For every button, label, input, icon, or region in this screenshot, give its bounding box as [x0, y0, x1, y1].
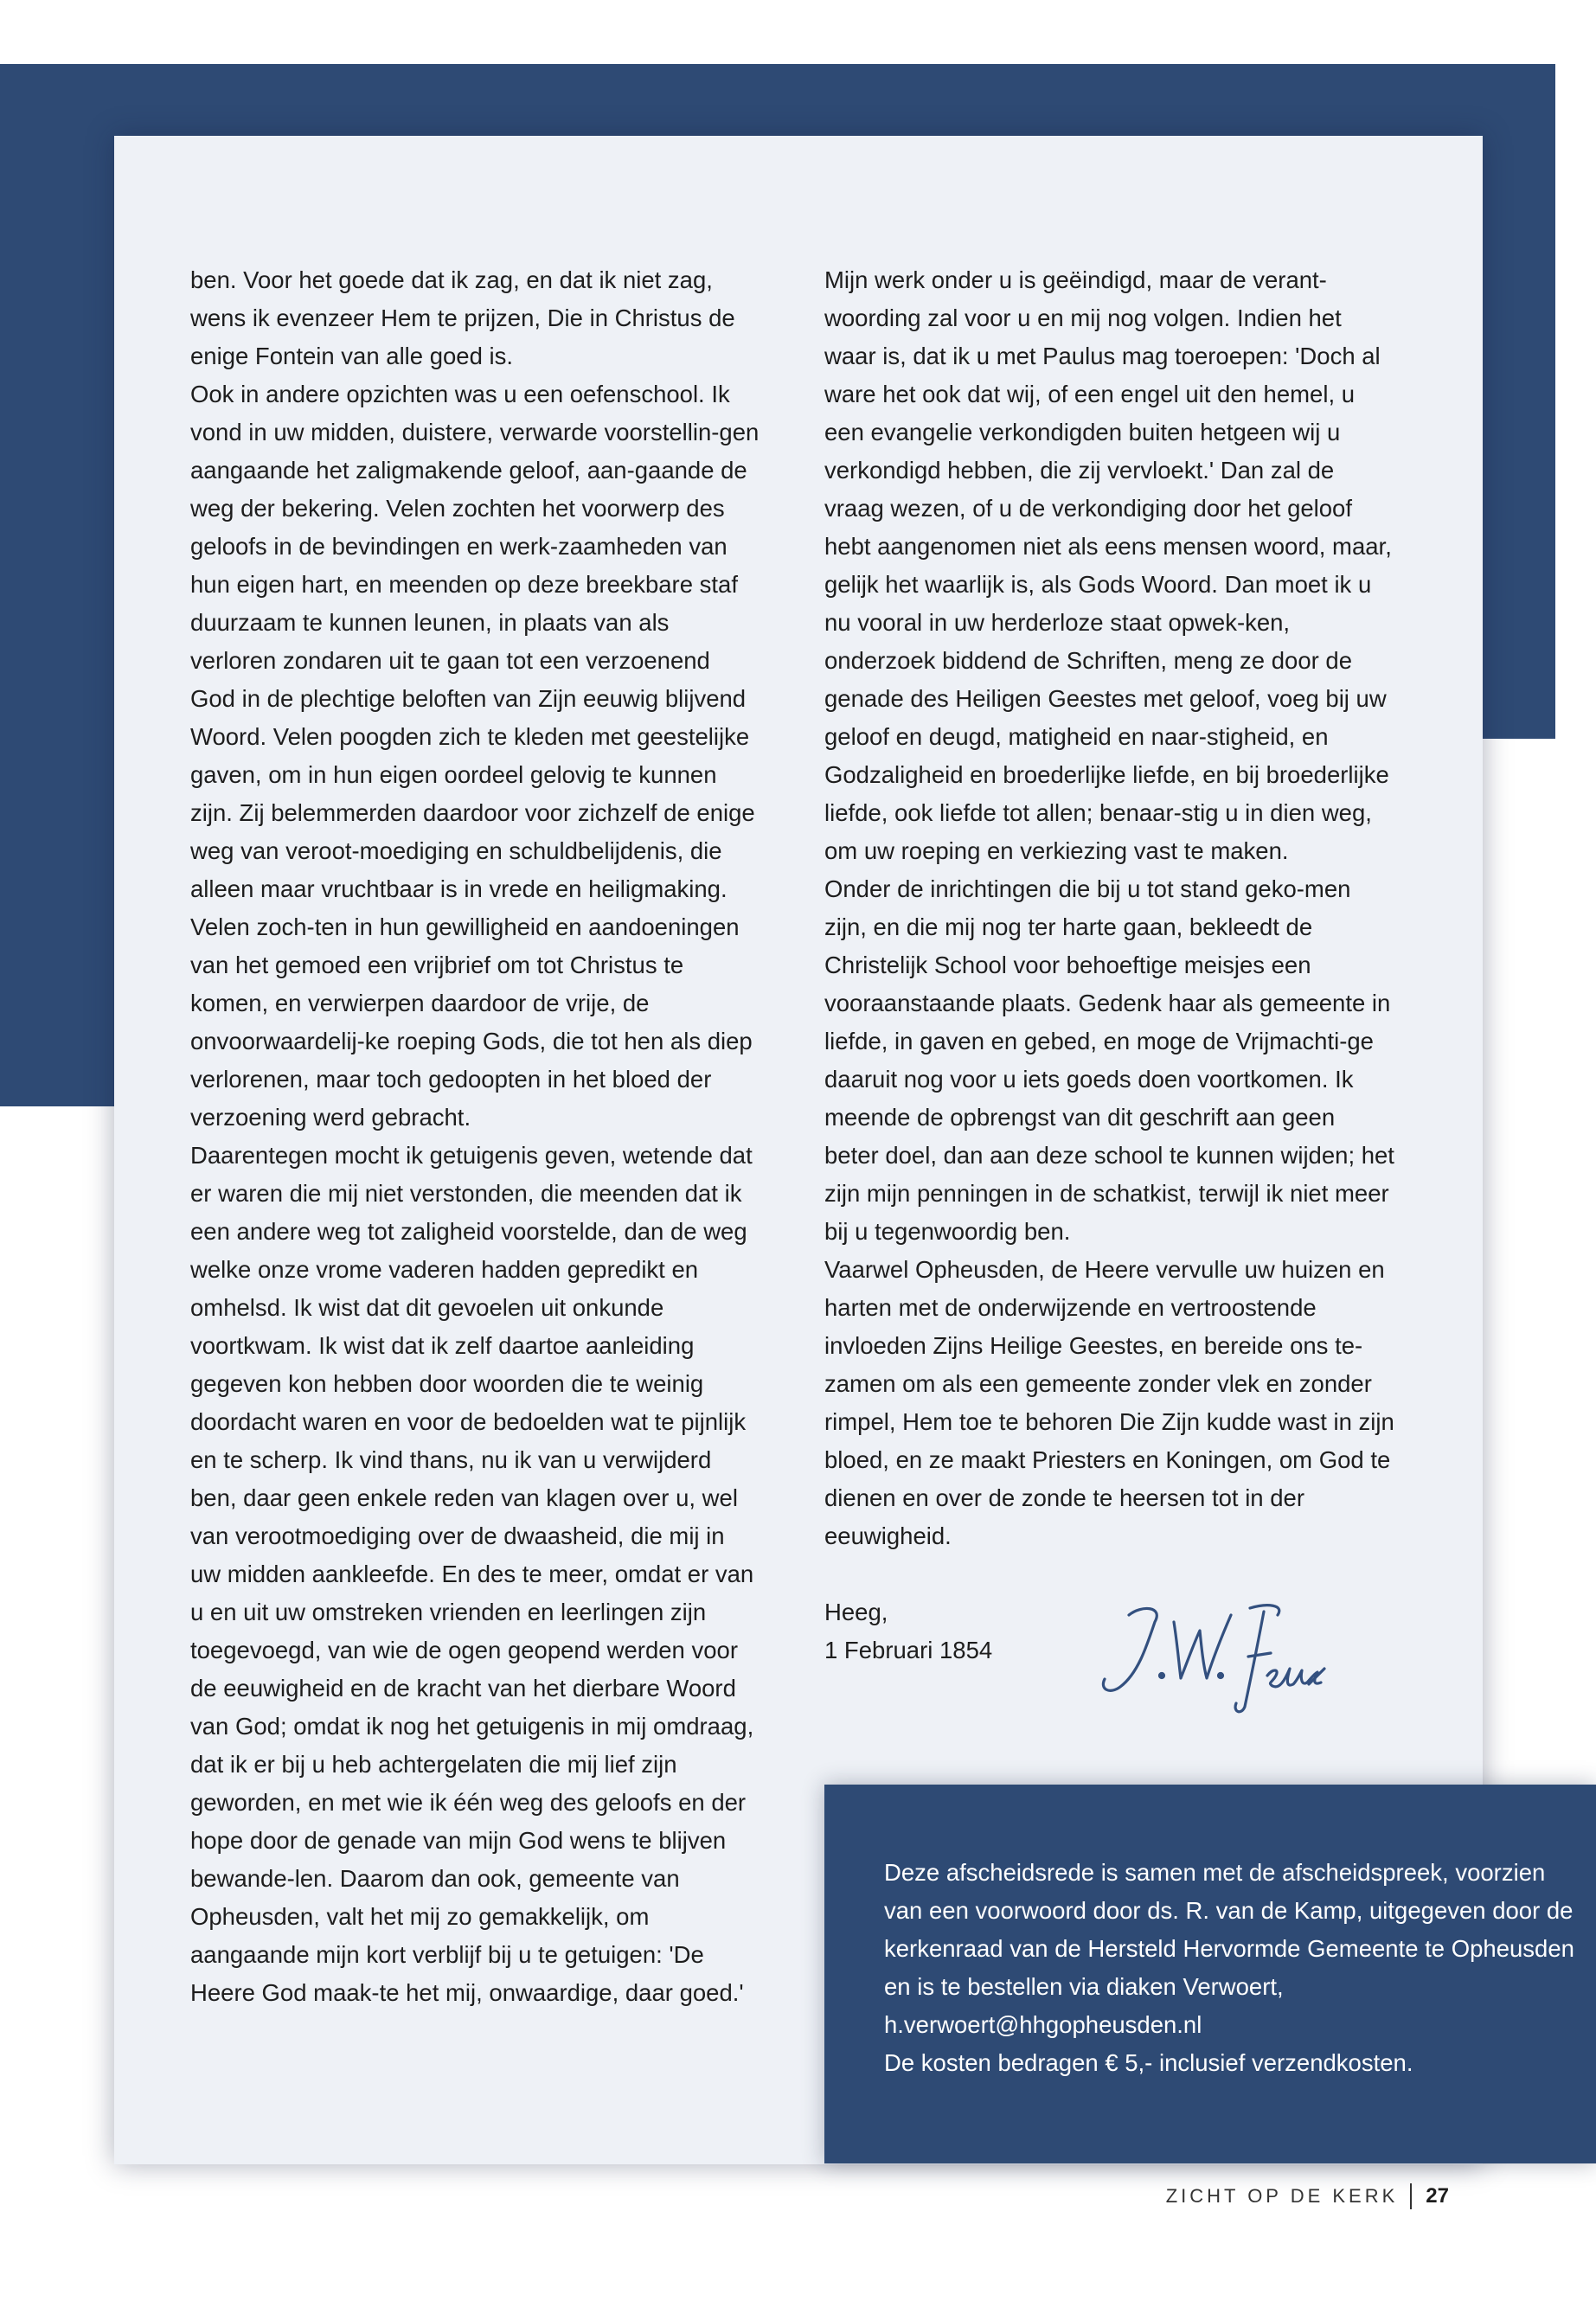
- decorative-band-left: [0, 64, 114, 1106]
- order-price-text: De kosten bedragen € 5,- inclusief verzendkosten.: [884, 2049, 1413, 2076]
- magazine-name: ZICHT OP DE KERK: [1165, 2185, 1399, 2207]
- order-info-box: [824, 1785, 1596, 2163]
- article-column-right: [824, 261, 1395, 1670]
- order-info-text: Deze afscheidsrede is samen met de afscheidspreek, voorzien van een voorwoord door ds. R. van de Kamp, uitgegeven door de kerkenraad van de Hersteld Hervormde Gemeente te Opheusden en is te bestellen via diaken Verwoert, h.verwoert@hhgopheusden.nl: [884, 1859, 1574, 2038]
- paragraph: Onder de inrichtingen die bij u tot stand geko-men zijn, en die mij nog ter harte gaan, bekleedt de Christelijk School voor behoeftige meisjes een vooraanstaande plaats. Gedenk haar als gemeente in liefde, in gaven en gebed, en moge de Vrijmachti-ge daaruit nog voor u iets goeds doen voortkomen. Ik meende de opbrengst van dit geschrift aan geen beter doel, dan aan deze school te kunnen wijden; het zijn mijn penningen in de schatkist, terwijl ik niet meer bij u tegenwoordig ben.: [824, 875, 1394, 1245]
- paragraph: ben. Voor het goede dat ik zag, en dat ik niet zag, wens ik evenzeer Hem te prijzen, Die in Christus de enige Fontein van alle goed is.: [190, 266, 735, 369]
- paragraph: Vaarwel Opheusden, de Heere vervulle uw huizen en harten met de onderwijzende en vertroostende invloeden Zijns Heilige Geestes, en bereide ons te-zamen om als een gemeente zonder vlek en zonder rimpel, Hem toe te behoren Die Zijn kudde wast in zijn bloed, en ze maakt Priesters en Koningen, om God te dienen en over de zonde te heersen tot in der eeuwigheid.: [824, 1256, 1394, 1549]
- paragraph: Mijn werk onder u is geëindigd, maar de verant-woording zal voor u en mij nog volgen. Indien het waar is, dat ik u met Paulus mag toeroepen: 'Doch al ware het ook dat wij, of een engel uit den hemel, u een evangelie verkondigden buiten hetgeen wij u verkondigd hebben, die zij vervloekt.' Dan zal de vraag wezen, of u de verkondiging door het geloof hebt aangenomen niet als eens mensen woord, maar, gelijk het waarlijk is, als Gods Woord. Dan moet ik u nu vooral in uw herderloze staat opwek-ken, onderzoek biddend de Schriften, meng ze door de genade des Heiligen Geestes met geloof, voeg bij uw geloof en deugd, matigheid en naar-stigheid, en Godzaligheid en broederlijke liefde, en bij broederlijke liefde, ook liefde tot allen; benaar-stig u in dien weg, om uw roeping en verkiezing vast te maken.: [824, 266, 1392, 864]
- sign-off-place: Heeg,: [824, 1599, 888, 1625]
- page-footer: [1166, 2183, 1449, 2209]
- footer-divider: [1410, 2183, 1412, 2209]
- handwritten-signature: [1094, 1596, 1328, 1717]
- paragraph: Ook in andere opzichten was u een oefenschool. Ik vond in uw midden, duistere, verwarde voorstellin-gen aangaande het zaligmakende geloof, aan-gaande de weg der bekering. Velen zochten het voorwerp des geloofs in de bevindingen en werk-zaamheden van hun eigen hart, en meenden op deze breekbare staf duurzaam te kunnen leunen, in plaats van als verloren zondaren uit te gaan tot een verzoenend God in de plechtige beloften van Zijn eeuwig blijvend Woord. Velen poogden zich te kleden met geestelijke gaven, om in hun eigen oordeel gelovig te kunnen zijn. Zij belemmerden daardoor voor zichzelf de enige weg van veroot-moediging en schuldbelijdenis, die alleen maar vruchtbaar is in vrede en heiligmaking. Velen zoch-ten in hun gewilligheid en aandoeningen van het gemoed een vrijbrief om tot Christus te komen, en verwierpen daardoor de vrije, de onvoorwaardelij-ke roeping Gods, die tot hen als diep verlorenen, maar toch gedoopten in het bloed der verzoening werd gebracht.: [190, 381, 760, 1131]
- sign-off-date: 1 Februari 1854: [824, 1637, 993, 1663]
- article-column-left: [190, 261, 761, 2012]
- page-number: 27: [1426, 2184, 1449, 2208]
- paragraph: Daarentegen mocht ik getuigenis geven, wetende dat er waren die mij niet verstonden, die meenden dat ik een andere weg tot zaligheid voorstelde, dan de weg welke onze vrome vaderen hadden gepredikt en omhelsd. Ik wist dat dit gevoelen uit onkunde voortkwam. Ik wist dat ik zelf daartoe aanleiding gegeven kon hebben door woorden die te weinig doordacht waren en voor de bedoelden wat te pijnlijk en te scherp. Ik vind thans, nu ik van u verwijderd ben, daar geen enkele reden van klagen over u, wel van verootmoediging over de dwaasheid, die mij in uw midden aankleefde. En des te meer, omdat er van u en uit uw omstreken vrienden en leerlingen zijn toegevoegd, van wie de ogen geopend werden voor de eeuwigheid en de kracht van het dierbare Woord van God; omdat ik nog het getuigenis in mij omdraag, dat ik er bij u heb achtergelaten die mij lief zijn geworden, en met wie ik één weg des geloofs en der hope door de genade van mijn God wens te blijven bewande-len. Daarom dan ook, gemeente van Opheusden, valt het mij zo gemakkelijk, om aangaande mijn kort verblijf bij u te getuigen: 'De Heere God maak-te het mij, onwaardige, daar goed.': [190, 1142, 754, 2006]
